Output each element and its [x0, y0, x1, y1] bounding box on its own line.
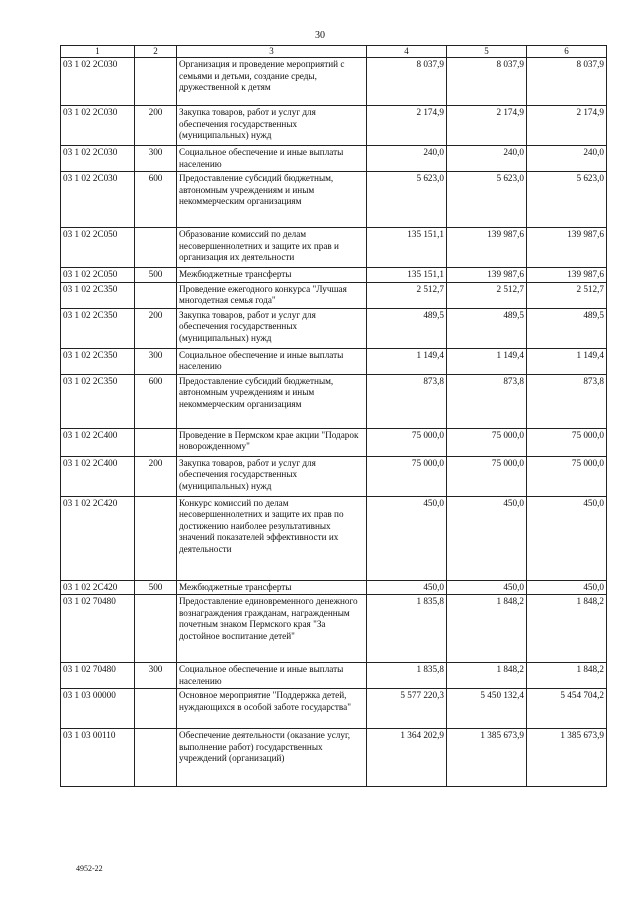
row-code: 03 1 02 2С030 — [61, 146, 135, 172]
table-row — [61, 496, 607, 580]
table-row — [61, 595, 607, 663]
row-value-col4: 135 151,1 — [367, 268, 447, 283]
row-expense-type: 200 — [135, 106, 177, 146]
row-value-col5: 75 000,0 — [447, 428, 527, 456]
row-value-col4: 5 577 220,3 — [367, 689, 447, 729]
row-code: 03 1 02 2С420 — [61, 496, 135, 580]
row-code: 03 1 02 2С030 — [61, 106, 135, 146]
table-row — [61, 308, 607, 348]
row-value-col4: 1 149,4 — [367, 348, 447, 374]
document-code: 4952-22 — [76, 864, 103, 873]
row-value-col5: 1 149,4 — [447, 348, 527, 374]
row-value-col6: 139 987,6 — [527, 268, 607, 283]
row-description: Предоставление субсидий бюджетным, автономным учреждениям и иным некоммерческим организациям — [177, 172, 367, 228]
row-value-col5: 75 000,0 — [447, 456, 527, 496]
row-description: Проведение ежегодного конкурса "Лучшая многодетная семья года" — [177, 282, 367, 308]
row-value-col6: 489,5 — [527, 308, 607, 348]
row-description: Межбюджетные трансферты — [177, 580, 367, 595]
row-value-col5: 450,0 — [447, 496, 527, 580]
row-value-col6: 139 987,6 — [527, 228, 607, 268]
row-value-col5: 489,5 — [447, 308, 527, 348]
row-value-col4: 1 835,8 — [367, 663, 447, 689]
row-description: Социальное обеспечение и иные выплаты населению — [177, 663, 367, 689]
row-value-col4: 1 364 202,9 — [367, 729, 447, 787]
row-value-col6: 75 000,0 — [527, 456, 607, 496]
row-value-col6: 5 454 704,2 — [527, 689, 607, 729]
row-description: Конкурс комиссий по делам несовершеннолетних и защите их прав по достижению наиболее результативных значений показателей эффективности их деятельности — [177, 496, 367, 580]
row-code: 03 1 02 2С350 — [61, 374, 135, 428]
row-expense-type: 500 — [135, 580, 177, 595]
row-value-col5: 1 385 673,9 — [447, 729, 527, 787]
row-expense-type: 300 — [135, 348, 177, 374]
row-value-col4: 75 000,0 — [367, 428, 447, 456]
row-value-col6: 1 848,2 — [527, 663, 607, 689]
table-row — [61, 689, 607, 729]
row-value-col4: 2 512,7 — [367, 282, 447, 308]
row-value-col4: 240,0 — [367, 146, 447, 172]
row-code: 03 1 02 2С350 — [61, 308, 135, 348]
row-expense-type: 600 — [135, 374, 177, 428]
row-value-col4: 75 000,0 — [367, 456, 447, 496]
row-value-col6: 1 848,2 — [527, 595, 607, 663]
row-expense-type — [135, 428, 177, 456]
row-value-col5: 8 037,9 — [447, 58, 527, 106]
row-value-col4: 450,0 — [367, 580, 447, 595]
table-header-row — [61, 46, 607, 58]
row-description: Предоставление единовременного денежного вознаграждения гражданам, награжденным почетным знаком Пермского края "За достойное воспитание детей" — [177, 595, 367, 663]
row-value-col4: 135 151,1 — [367, 228, 447, 268]
row-value-col6: 240,0 — [527, 146, 607, 172]
row-description: Закупка товаров, работ и услуг для обеспечения государственных (муниципальных) нужд — [177, 106, 367, 146]
table-row — [61, 228, 607, 268]
table-row — [61, 268, 607, 283]
row-expense-type: 300 — [135, 146, 177, 172]
row-value-col5: 139 987,6 — [447, 228, 527, 268]
row-description: Межбюджетные трансферты — [177, 268, 367, 283]
row-value-col6: 5 623,0 — [527, 172, 607, 228]
row-description: Обеспечение деятельности (оказание услуг, выполнение работ) государственных учреждений (организаций) — [177, 729, 367, 787]
row-code: 03 1 02 70480 — [61, 595, 135, 663]
row-value-col6: 2 512,7 — [527, 282, 607, 308]
table-row — [61, 456, 607, 496]
row-expense-type — [135, 282, 177, 308]
row-value-col5: 873,8 — [447, 374, 527, 428]
row-value-col6: 1 385 673,9 — [527, 729, 607, 787]
row-expense-type — [135, 689, 177, 729]
row-value-col4: 1 835,8 — [367, 595, 447, 663]
row-value-col6: 2 174,9 — [527, 106, 607, 146]
row-value-col4: 450,0 — [367, 496, 447, 580]
row-value-col5: 450,0 — [447, 580, 527, 595]
row-value-col5: 1 848,2 — [447, 663, 527, 689]
row-description: Социальное обеспечение и иные выплаты населению — [177, 348, 367, 374]
row-value-col5: 2 174,9 — [447, 106, 527, 146]
row-value-col4: 5 623,0 — [367, 172, 447, 228]
row-value-col5: 5 623,0 — [447, 172, 527, 228]
row-description: Закупка товаров, работ и услуг для обеспечения государственных (муниципальных) нужд — [177, 308, 367, 348]
table-row — [61, 374, 607, 428]
row-expense-type — [135, 228, 177, 268]
table-row — [61, 146, 607, 172]
row-value-col4: 2 174,9 — [367, 106, 447, 146]
row-code: 03 1 02 2С030 — [61, 172, 135, 228]
row-description: Организация и проведение мероприятий с семьями и детьми, создание среды, дружественной к детям — [177, 58, 367, 106]
row-expense-type — [135, 496, 177, 580]
row-expense-type: 500 — [135, 268, 177, 283]
table-row — [61, 428, 607, 456]
row-value-col4: 8 037,9 — [367, 58, 447, 106]
row-expense-type: 600 — [135, 172, 177, 228]
row-code: 03 1 02 2С420 — [61, 580, 135, 595]
page-number: 30 — [315, 30, 325, 41]
table-row — [61, 58, 607, 106]
row-value-col5: 2 512,7 — [447, 282, 527, 308]
row-expense-type — [135, 595, 177, 663]
row-value-col5: 240,0 — [447, 146, 527, 172]
header-col-6: 6 — [527, 46, 607, 58]
row-value-col4: 873,8 — [367, 374, 447, 428]
row-value-col6: 1 149,4 — [527, 348, 607, 374]
row-value-col5: 1 848,2 — [447, 595, 527, 663]
row-expense-type: 300 — [135, 663, 177, 689]
header-col-1: 1 — [61, 46, 135, 58]
table-row — [61, 348, 607, 374]
row-value-col5: 139 987,6 — [447, 268, 527, 283]
row-code: 03 1 02 2С350 — [61, 282, 135, 308]
row-expense-type — [135, 729, 177, 787]
row-description: Основное мероприятие "Поддержка детей, нуждающихся в особой заботе государства" — [177, 689, 367, 729]
row-code: 03 1 02 2С400 — [61, 456, 135, 496]
row-code: 03 1 03 00000 — [61, 689, 135, 729]
header-col-5: 5 — [447, 46, 527, 58]
budget-table — [60, 45, 607, 787]
table-row — [61, 106, 607, 146]
header-col-2: 2 — [135, 46, 177, 58]
row-value-col5: 5 450 132,4 — [447, 689, 527, 729]
row-code: 03 1 02 2С350 — [61, 348, 135, 374]
table-row — [61, 282, 607, 308]
header-col-3: 3 — [177, 46, 367, 58]
header-col-4: 4 — [367, 46, 447, 58]
row-value-col6: 450,0 — [527, 496, 607, 580]
row-value-col4: 489,5 — [367, 308, 447, 348]
row-expense-type: 200 — [135, 308, 177, 348]
table-row — [61, 580, 607, 595]
row-expense-type — [135, 58, 177, 106]
table-row — [61, 172, 607, 228]
row-code: 03 1 02 2С050 — [61, 268, 135, 283]
row-value-col6: 75 000,0 — [527, 428, 607, 456]
row-value-col6: 450,0 — [527, 580, 607, 595]
row-description: Предоставление субсидий бюджетным, автономным учреждениям и иным некоммерческим организациям — [177, 374, 367, 428]
row-description: Образование комиссий по делам несовершеннолетних и защите их прав и организация их деятельности — [177, 228, 367, 268]
row-description: Проведение в Пермском крае акции "Подарок новорожденному" — [177, 428, 367, 456]
row-value-col6: 8 037,9 — [527, 58, 607, 106]
row-description: Закупка товаров, работ и услуг для обеспечения государственных (муниципальных) нужд — [177, 456, 367, 496]
row-value-col6: 873,8 — [527, 374, 607, 428]
row-code: 03 1 02 2С050 — [61, 228, 135, 268]
table-row — [61, 663, 607, 689]
row-code: 03 1 02 2С030 — [61, 58, 135, 106]
row-code: 03 1 02 2С400 — [61, 428, 135, 456]
row-code: 03 1 02 70480 — [61, 663, 135, 689]
row-description: Социальное обеспечение и иные выплаты населению — [177, 146, 367, 172]
row-code: 03 1 03 00110 — [61, 729, 135, 787]
row-expense-type: 200 — [135, 456, 177, 496]
table-row — [61, 729, 607, 787]
